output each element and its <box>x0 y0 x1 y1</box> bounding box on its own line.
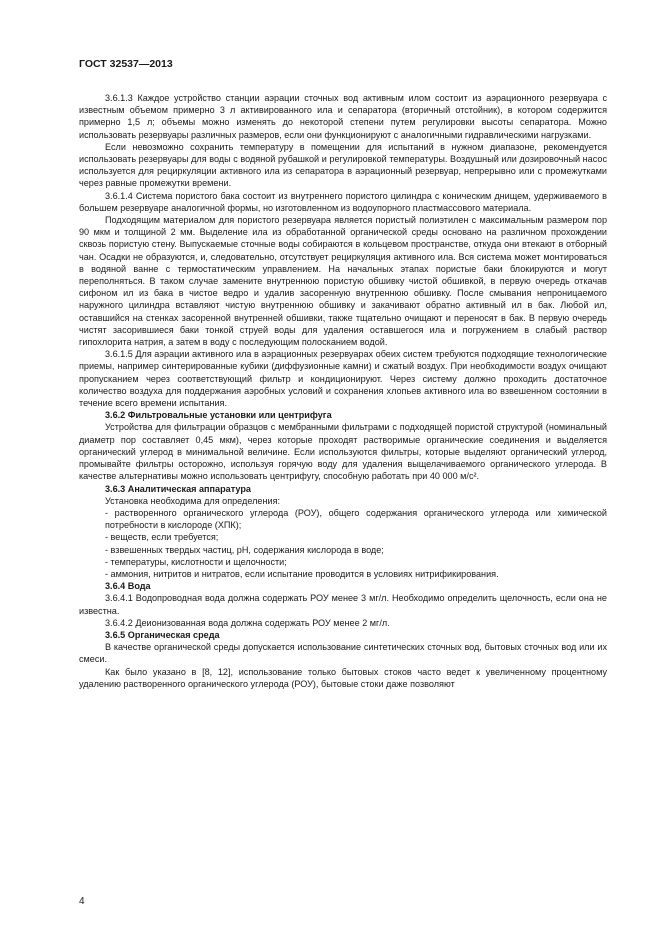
section-heading: 3.6.3 Аналитическая аппаратура <box>105 483 251 494</box>
section-heading: 3.6.2 Фильтровальные установки или центрифуга <box>105 410 332 421</box>
document-body <box>79 92 607 690</box>
paragraph: Подходящим материалом для пористого резервуара является пористый полиэтилен с максимальным размером пор 90 мкм и толщиной 2 мм. Выделение ила из обработанной органической среды основано на различном прохождении сквозь пористую стену. Выпускаемые сточные воды собираются в кольцевом пространстве, откуда они втекают в отборный чан. Осадки не образуются, и, следовательно, отсутствует рециркуляция активного ила. Вся система может монтироваться в водяной ванне с термостатическим управлением. На начальных этапах пористые баки блокируются и могут переполняться. В таком случае замените внутреннюю пористую обшивку чистой обшивкой, в первую очередь откачав сифоном ил из бака в чистое ведро и удалив засоренную внутреннюю обшивку. После смывания непроницаемого наружного цилиндра вставляют чистую внутреннюю обшивку и закачивают обратно активный ил в бак. Любой ил, оставшийся на стенках засоренной внутренней обшивки, также тщательно очищают и переносят в бак. В первую очередь чистят засорившиеся баки тонкой струей воды для удаления оставшегося ила и погружением в слабый раствор гипохлорита натрия, а затем в воду с последующим полосканием водой. <box>79 215 607 348</box>
list-item: - веществ, если требуется; <box>105 532 219 543</box>
paragraph: 3.6.1.3 Каждое устройство станции аэрации сточных вод активным илом состоит из аэрационного резервуара с известным объемом примерно 3 л активированного ила и сепаратора (вторичный отстойник), в котором содержится примерно 1,5 л; объемы можно изменять до некоторой степени путем регулировки высоты сепаратора. Можно использовать резервуары различных размеров, если они функционируют с аналогичными гидравлическими нагрузками. <box>79 93 607 140</box>
paragraph: Установка необходима для определения: <box>105 495 281 506</box>
document-header: ГОСТ 32537—2013 <box>79 58 173 70</box>
paragraph: 3.6.4.1 Водопроводная вода должна содержать РОУ менее 3 мг/л. Необходимо определить щелочность, если она не известна. <box>79 593 607 616</box>
paragraph: 3.6.4.2 Деионизованная вода должна содержать РОУ менее 2 мг/л. <box>105 617 390 628</box>
list-item: - взвешенных твердых частиц, pH, содержания кислорода в воде; <box>105 544 384 555</box>
list-item: - аммония, нитритов и нитратов, если испытание проводится в условиях нитрификирования. <box>105 568 499 579</box>
paragraph: 3.6.1.4 Система пористого бака состоит из внутреннего пористого цилиндра с коническим днищем, удерживаемого в большем резервуаре аналогичной формы, но изготовленном из водоупорного пластмассового материала. <box>79 190 607 213</box>
paragraph: 3.6.1.5 Для аэрации активного ила в аэрационных резервуарах обеих систем требуются подходящие технологические приемы, например синтерированные кубики (диффузионные камни) и сжатый воздух. При необходимости воздух очищают пропусканием через соответствующий фильтр и кондиционируют. Через систему должно проходить достаточное количество воздуха для поддержания аэробных условий и сохранения хлопьев активного ила во взвешенном состоянии в течение всего времени испытания. <box>79 349 607 409</box>
paragraph: В качестве органической среды допускается использование синтетических сточных вод, бытовых сточных вод или их смеси. <box>79 642 607 665</box>
section-heading: 3.6.5 Органическая среда <box>105 629 220 640</box>
paragraph: Как было указано в [8, 12], использование только бытовых стоков часто ведет к увеличенному процентному удалению растворенного органического углерода (РОУ), бытовые стоки даже позволяют <box>79 666 607 689</box>
paragraph: Устройства для фильтрации образцов с мембранными фильтрами с подходящей пористой структурой (номинальный диаметр пор составляет 0,45 мкм), через которые проходят растворимые органические соединения и выделяется органический углерод в минимальной величине. Если используются фильтры, которые выделяют органический углерод, промывайте фильтры осторожно, используя горячую воду для удаления выщелачиваемого органического углерода. В качестве альтернативы можно использовать центрифугу, способную работать при 40 000 м/с². <box>79 422 607 482</box>
paragraph: Если невозможно сохранить температуру в помещении для испытаний в нужном диапазоне, рекомендуется использовать резервуары для воды с водяной рубашкой и регулировкой температуры. Воздушный или дозировочный насос используется для рециркуляции активного ила из сепаратора в аэрационный резервуар, непрерывно или с промежутками через равные промежутки времени. <box>79 141 607 189</box>
list-item: - растворенного органического углерода (РОУ), общего содержания органического углерода или химической потребности в кислороде (ХПК); <box>105 507 607 531</box>
section-heading: 3.6.4 Вода <box>105 581 151 592</box>
page-number: 4 <box>79 896 85 907</box>
list-item: - температуры, кислотности и щелочности; <box>105 556 287 567</box>
